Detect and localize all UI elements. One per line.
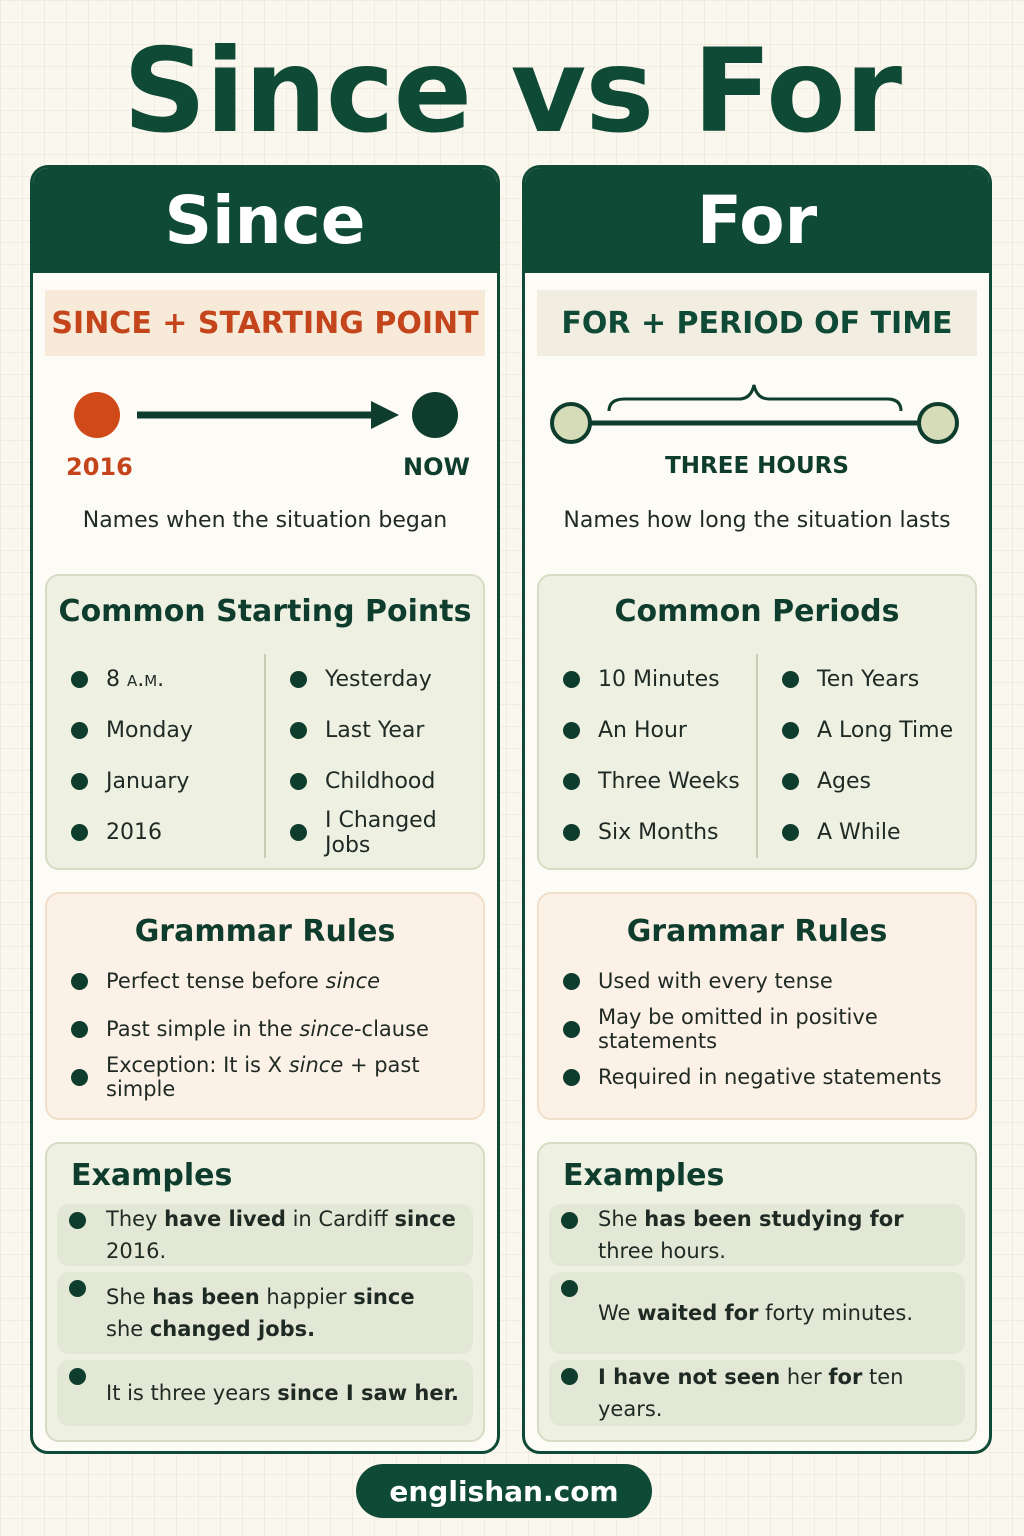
rule-text-part: Required in negative statements [598,1065,942,1089]
list-item [563,705,756,756]
example-sentence [549,1204,965,1266]
example-text-part: her [780,1365,829,1389]
example-sentence [549,1272,965,1354]
example-text-part: They [106,1207,165,1231]
example-text-part: in Cardiff [285,1207,395,1231]
example-text [106,1281,415,1345]
list-item-label: Ten Years [817,667,920,692]
page-title: Since vs For [122,24,902,159]
timeline-start-label: 2016 [66,453,133,481]
example-text-part: happier [259,1285,354,1309]
example-keyword: I have not seen [598,1365,781,1389]
example-sentence [57,1272,473,1354]
bullet-icon [563,773,580,790]
example-text-part: She [106,1285,153,1309]
since-grammar-rules-box [45,892,485,1120]
list-item [290,807,483,858]
since-column [30,165,500,1454]
timeline-end-label: NOW [403,453,470,481]
for-description: Names how long the situation lasts [563,508,951,533]
rule-text-part: Used with every tense [598,969,833,993]
bullet-icon [782,824,799,841]
rule-text-part: May be omitted in positive statements [598,1005,878,1053]
list-item-label: I Changed Jobs [325,807,437,858]
list-item [290,705,483,756]
list-item-label: An Hour [598,718,687,743]
since-grammar-rules-title: Grammar Rules [134,914,396,949]
bullet-icon [782,773,799,790]
bullet-icon [69,1368,86,1385]
bullet-icon [563,671,580,688]
common-starting-points-title: Common Starting Points [58,594,472,629]
brace-icon [609,385,901,411]
common-periods-box [537,574,977,870]
list-item [782,705,975,756]
example-text-part: We [598,1301,638,1325]
example-sentence [57,1204,473,1266]
rule-text [598,1005,975,1053]
list-item-label: 10 Minutes [598,667,720,692]
bullet-icon [69,1212,86,1229]
bullet-icon [71,773,88,790]
list-item-label: A While [817,820,901,845]
for-rules-list [539,957,975,1101]
example-keyword: waited for [637,1301,759,1325]
example-text-part: forty minutes. [758,1301,914,1325]
bullet-icon [71,722,88,739]
bullet-icon [71,973,88,990]
rule-item [47,957,483,1005]
example-keyword: since I saw her. [277,1381,459,1405]
example-text-part: 2016. [106,1239,167,1263]
bullet-icon [563,722,580,739]
bullet-icon [782,671,799,688]
bullet-icon [782,722,799,739]
example-sentence [549,1360,965,1426]
since-examples-box [45,1142,485,1442]
rule-emphasis: since [288,1053,344,1077]
list-item [71,654,264,705]
example-text [598,1203,965,1267]
rule-item [539,957,975,1005]
rule-text [598,969,833,993]
for-header: For [525,168,989,273]
bullet-icon [563,1021,580,1038]
bullet-icon [563,973,580,990]
list-item-label: A Long Time [817,718,954,743]
list-item-label: Three Weeks [598,769,740,794]
list-item-label: January [106,769,190,794]
bullet-icon [561,1212,578,1229]
for-column [522,165,992,1454]
for-timeline [525,373,989,479]
example-text-part: three hours. [598,1239,726,1263]
rule-text-part: Past simple in the [106,1017,300,1041]
example-keyword: since [394,1207,456,1231]
arrow-head-icon [371,401,399,429]
list-item [782,756,975,807]
for-examples-box [537,1142,977,1442]
example-keyword: since [353,1285,415,1309]
example-text-part: ten years. [598,1365,904,1421]
example-text-part: It is three years [106,1381,278,1405]
list-item [71,807,264,858]
example-text-part: She [598,1207,645,1231]
timeline-period-label: THREE HOURS [665,453,849,479]
list-item [563,807,756,858]
website-link[interactable]: englishan.com [356,1464,652,1518]
list-item [782,654,975,705]
since-examples-title: Examples [71,1158,233,1193]
list-item [563,756,756,807]
example-keyword: for [828,1365,863,1389]
rule-emphasis: since [299,1017,354,1041]
rule-text-part: Perfect tense before [106,969,326,993]
bullet-icon [290,773,307,790]
rule-item [539,1053,975,1101]
bullet-icon [290,722,307,739]
for-grammar-rules-title: Grammar Rules [626,914,888,949]
bullet-icon [71,671,88,688]
rule-text-part: + past simple [106,1053,420,1101]
rule-text-part: -clause [353,1017,429,1041]
rule-text [106,1017,429,1041]
bullet-icon [290,671,307,688]
period-end-circle [919,404,957,442]
for-formula: FOR + PERIOD OF TIME [537,290,977,356]
list-item [782,807,975,858]
list-item [290,654,483,705]
example-text [106,1377,459,1409]
bullet-icon [563,1069,580,1086]
rule-text [598,1065,942,1089]
list-item [290,756,483,807]
now-point-circle [412,392,458,438]
example-text [106,1203,473,1267]
since-header: Since [33,168,497,273]
rule-text [106,969,380,993]
since-description: Names when the situation began [82,508,448,533]
example-keyword: has been studying for [644,1207,904,1231]
list-item [71,705,264,756]
list-item-label: 2016 [106,820,162,845]
list-item-label: Yesterday [325,667,432,692]
since-formula: SINCE + STARTING POINT [45,290,485,356]
example-text-part: she [106,1317,150,1341]
bullet-icon [71,1069,88,1086]
example-text [598,1297,913,1329]
list-item [563,654,756,705]
list-item-label: Ages [817,769,872,794]
rule-item [539,1005,975,1053]
bullet-icon [69,1280,86,1297]
example-keyword: have lived [164,1207,286,1231]
bullet-icon [71,824,88,841]
common-periods-list [539,654,975,858]
bullet-icon [563,824,580,841]
common-periods-title: Common Periods [614,594,900,629]
list-item [71,756,264,807]
rule-item [47,1053,483,1101]
rule-emphasis: since [325,969,381,993]
for-examples-title: Examples [563,1158,725,1193]
common-starting-points-list [47,654,483,858]
list-item-label: 8 a.m. [106,667,165,692]
start-point-circle [74,392,120,438]
list-item-label: Childhood [325,769,436,794]
list-item-label: Last Year [325,718,425,743]
rule-text [106,1053,483,1101]
rule-text-part: Exception: It is X [106,1053,289,1077]
since-timeline [33,373,497,481]
common-starting-points-box [45,574,485,870]
list-item-label: Monday [106,718,193,743]
rule-item [47,1005,483,1053]
example-keyword: changed jobs. [149,1317,316,1341]
bullet-icon [561,1280,578,1297]
bullet-icon [561,1368,578,1385]
bullet-icon [290,824,307,841]
bullet-icon [71,1021,88,1038]
period-start-circle [552,404,590,442]
example-sentence [57,1360,473,1426]
since-rules-list [47,957,483,1101]
example-keyword: has been [152,1285,260,1309]
example-text [598,1361,965,1425]
list-item-label: Six Months [598,820,719,845]
for-grammar-rules-box [537,892,977,1120]
